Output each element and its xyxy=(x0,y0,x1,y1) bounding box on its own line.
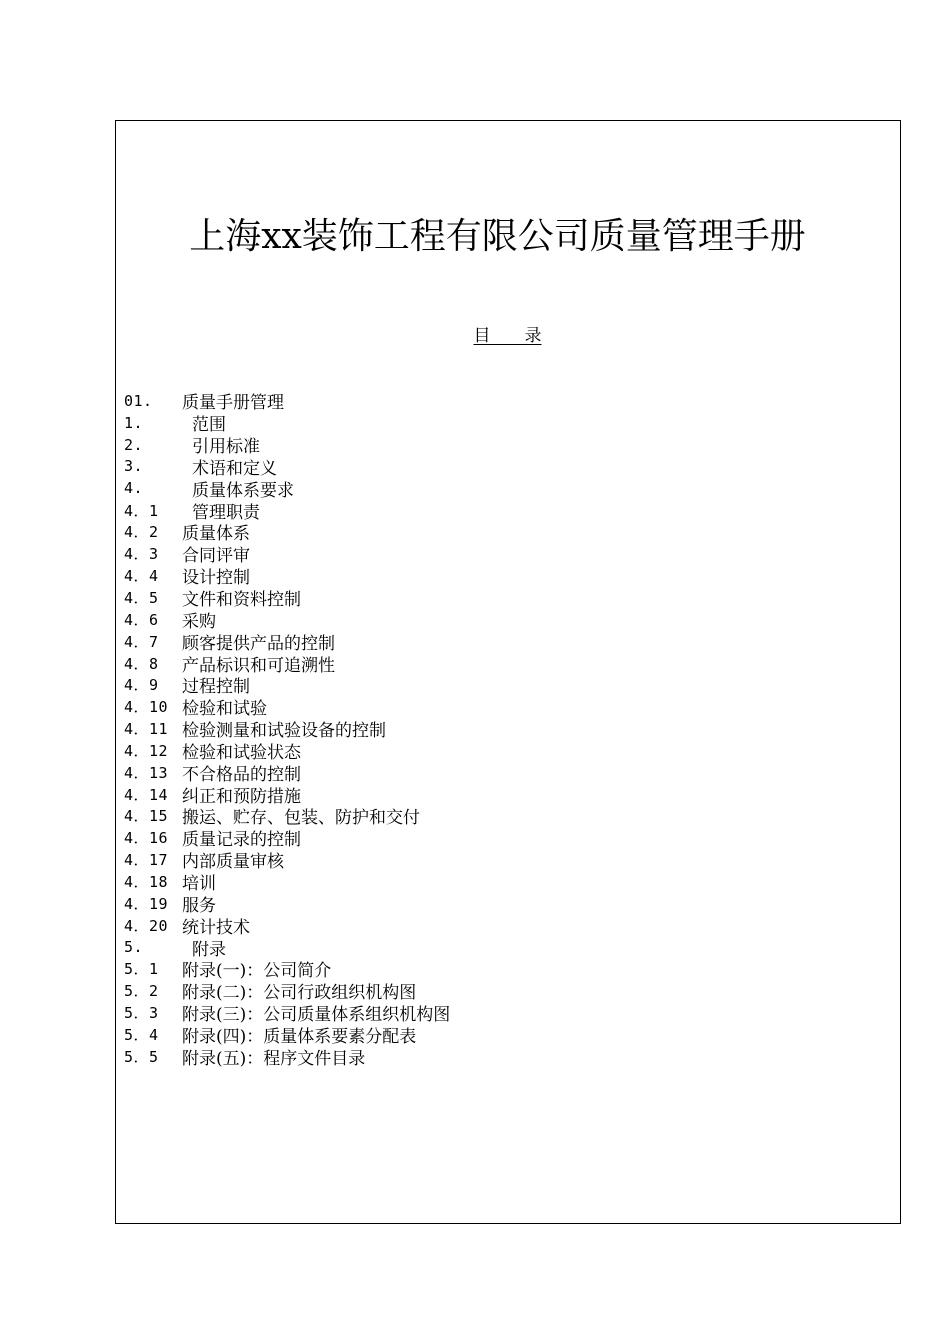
toc-entry-number: 4．7 xyxy=(124,632,159,651)
toc-entry-label: 产品标识和可追溯性 xyxy=(182,655,335,676)
toc-entry-number: 4．5 xyxy=(124,589,159,608)
toc-entry-number: 4．14 xyxy=(124,785,169,804)
toc-entry-number: 4．9 xyxy=(124,676,159,695)
toc-entry[interactable] xyxy=(124,958,450,980)
toc-entry-number: 4．2 xyxy=(124,523,159,542)
toc-entry[interactable] xyxy=(124,608,450,630)
toc-entry[interactable] xyxy=(124,434,450,456)
toc-entry-number: 1. xyxy=(124,413,144,432)
toc-entry-number: 4．6 xyxy=(124,610,159,629)
toc-entry-number: 5. xyxy=(124,938,144,957)
toc-entry[interactable] xyxy=(124,1002,450,1024)
toc-entry-label: 附录(四)：质量体系要素分配表 xyxy=(182,1026,417,1047)
toc-entry-label: 附录(二)：公司行政组织机构图 xyxy=(182,983,417,1004)
toc-entry-number: 4．1 xyxy=(124,501,159,520)
toc-entry-label: 过程控制 xyxy=(182,677,250,698)
toc-entry-number: 4．17 xyxy=(124,851,169,870)
toc-entry[interactable] xyxy=(124,718,450,740)
toc-entry[interactable] xyxy=(124,630,450,652)
table-of-contents xyxy=(124,390,450,1067)
toc-entry-label: 统计技术 xyxy=(182,917,250,938)
toc-entry-number: 4．8 xyxy=(124,654,159,673)
toc-entry[interactable] xyxy=(124,652,450,674)
toc-entry[interactable] xyxy=(124,674,450,696)
toc-entry-label: 培训 xyxy=(182,873,216,894)
toc-entry-number: 3. xyxy=(124,457,144,476)
toc-entry-label: 服务 xyxy=(182,895,216,916)
toc-entry[interactable] xyxy=(124,477,450,499)
toc-entry[interactable] xyxy=(124,696,450,718)
toc-entry-number: 5．1 xyxy=(124,960,159,979)
toc-entry-label: 引用标准 xyxy=(192,437,260,458)
toc-entry-number: 2. xyxy=(124,435,144,454)
toc-entry[interactable] xyxy=(124,871,450,893)
toc-entry-number: 4．16 xyxy=(124,829,169,848)
toc-entry-number: 4. xyxy=(124,479,144,498)
toc-entry-number: 4．19 xyxy=(124,894,169,913)
toc-entry-label: 纠正和预防措施 xyxy=(182,786,301,807)
toc-entry[interactable] xyxy=(124,914,450,936)
toc-entry[interactable] xyxy=(124,1023,450,1045)
toc-entry-label: 检验和试验 xyxy=(182,699,267,720)
toc-entry[interactable] xyxy=(124,456,450,478)
toc-entry-label: 设计控制 xyxy=(182,568,250,589)
toc-entry[interactable] xyxy=(124,936,450,958)
toc-entry-label: 质量体系要求 xyxy=(192,480,294,501)
toc-entry-number: 4．12 xyxy=(124,741,169,760)
toc-entry-number: 5．3 xyxy=(124,1004,159,1023)
toc-entry-number: 4．18 xyxy=(124,872,169,891)
toc-entry[interactable] xyxy=(124,543,450,565)
toc-entry[interactable] xyxy=(124,849,450,871)
toc-entry-number: 5．5 xyxy=(124,1047,159,1066)
toc-entry-number: 4．10 xyxy=(124,698,169,717)
toc-heading-text: 目 录 xyxy=(473,326,542,346)
toc-entry[interactable] xyxy=(124,740,450,762)
toc-entry-number: 4．4 xyxy=(124,567,159,586)
toc-entry-label: 检验测量和试验设备的控制 xyxy=(182,721,386,742)
toc-entry-label: 术语和定义 xyxy=(192,458,277,479)
toc-entry-label: 质量手册管理 xyxy=(182,393,284,414)
toc-entry-number: 4．11 xyxy=(124,720,169,739)
toc-entry-number: 4．20 xyxy=(124,916,169,935)
toc-entry-number: 4．3 xyxy=(124,545,159,564)
document-title: 上海xx装饰工程有限公司质量管理手册 xyxy=(189,216,806,257)
toc-entry[interactable] xyxy=(124,412,450,434)
toc-entry-label: 范围 xyxy=(192,415,226,436)
toc-entry[interactable] xyxy=(124,521,450,543)
toc-entry-number: 4．13 xyxy=(124,763,169,782)
toc-entry-label: 管理职责 xyxy=(192,502,260,523)
toc-entry-number: 01. xyxy=(124,391,153,410)
toc-entry[interactable] xyxy=(124,761,450,783)
toc-entry-label: 附录(三)：公司质量体系组织机构图 xyxy=(182,1005,451,1026)
toc-entry-label: 附录(五)：程序文件目录 xyxy=(182,1048,366,1069)
toc-entry[interactable] xyxy=(124,805,450,827)
toc-entry-number: 4．15 xyxy=(124,807,169,826)
toc-entry-label: 检验和试验状态 xyxy=(182,742,301,763)
toc-entry[interactable] xyxy=(124,587,450,609)
toc-entry-label: 采购 xyxy=(182,611,216,632)
toc-entry-label: 附录(一)：公司简介 xyxy=(182,961,332,982)
toc-entry[interactable] xyxy=(124,980,450,1002)
toc-entry[interactable] xyxy=(124,499,450,521)
toc-entry-label: 合同评审 xyxy=(182,546,250,567)
toc-entry-label: 内部质量审核 xyxy=(182,852,284,873)
toc-entry-number: 5．2 xyxy=(124,982,159,1001)
toc-heading xyxy=(0,324,950,348)
toc-entry[interactable] xyxy=(124,892,450,914)
toc-entry-label: 文件和资料控制 xyxy=(182,590,301,611)
toc-entry[interactable] xyxy=(124,783,450,805)
toc-entry-label: 质量体系 xyxy=(182,524,250,545)
toc-entry-label: 顾客提供产品的控制 xyxy=(182,633,335,654)
toc-entry[interactable] xyxy=(124,565,450,587)
toc-entry-label: 附录 xyxy=(192,939,226,960)
toc-entry-number: 5．4 xyxy=(124,1025,159,1044)
toc-entry-label: 不合格品的控制 xyxy=(182,764,301,785)
toc-entry[interactable] xyxy=(124,390,450,412)
toc-entry-label: 质量记录的控制 xyxy=(182,830,301,851)
toc-entry[interactable] xyxy=(124,1045,450,1067)
toc-entry[interactable] xyxy=(124,827,450,849)
toc-entry-label: 搬运、贮存、包装、防护和交付 xyxy=(182,808,420,829)
